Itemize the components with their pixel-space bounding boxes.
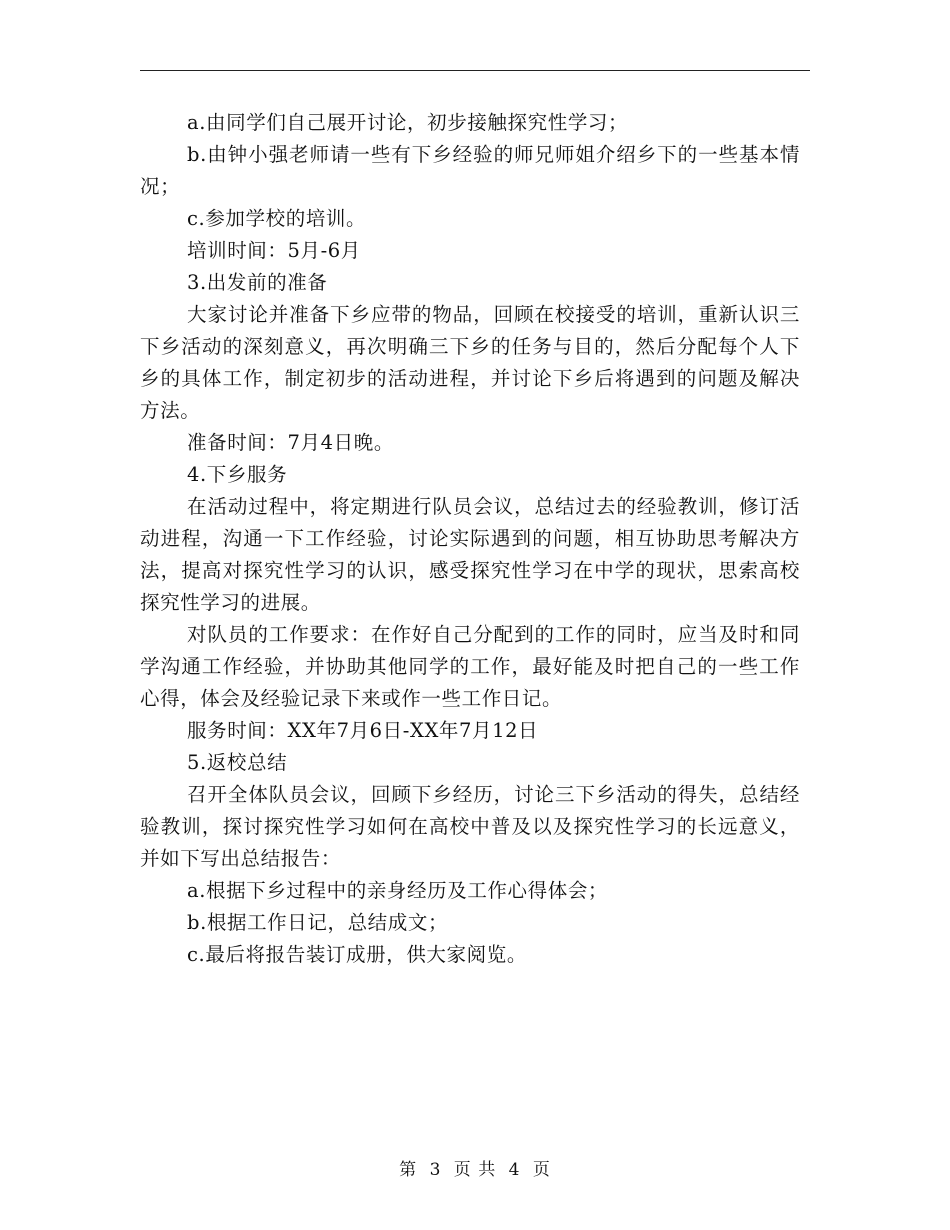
paragraph: 对队员的工作要求：在作好自己分配到的工作的同时，应当及时和同学沟通工作经验，并协助其他同学的工作，最好能及时把自己的一些工作心得，体会及经验记录下来或作一些工作日记。 xyxy=(140,623,800,710)
paragraph: b.根据工作日记，总结成文； xyxy=(187,911,449,934)
paragraph: c.最后将报告装订成册，供大家阅览。 xyxy=(187,943,527,966)
page-footer xyxy=(0,1155,950,1180)
header-rule xyxy=(140,70,810,71)
section-heading: 3.出发前的准备 xyxy=(187,271,328,294)
paragraph: c.参加学校的培训。 xyxy=(187,207,367,230)
paragraph: b.由钟小强老师请一些有下乡经验的师兄师姐介绍乡下的一些基本情况； xyxy=(140,143,800,198)
footer-prefix: 第 xyxy=(399,1160,418,1180)
current-page-number: 3 xyxy=(429,1160,442,1180)
paragraph: 培训时间：5月-6月 xyxy=(187,239,361,262)
paragraph: a.由同学们自己展开讨论，初步接触探究性学习； xyxy=(187,111,629,134)
paragraph: 大家讨论并准备下乡应带的物品，回顾在校接受的培训，重新认识三下乡活动的深刻意义，再次明确三下乡的任务与目的，然后分配每个人下乡的具体工作，制定初步的活动进程，并讨论下乡后将遇到的问题及解决方法。 xyxy=(140,303,800,422)
paragraph: 准备时间：7月4日晚。 xyxy=(187,431,394,454)
total-pages-number: 4 xyxy=(508,1160,521,1180)
footer-middle: 页 共 xyxy=(453,1160,497,1180)
paragraph: a.根据下乡过程中的亲身经历及工作心得体会； xyxy=(187,879,609,902)
footer-suffix: 页 xyxy=(532,1160,551,1180)
paragraph: 服务时间：XX年7月6日-XX年7月12日 xyxy=(187,719,539,742)
section-heading: 4.下乡服务 xyxy=(187,463,288,486)
paragraph: 在活动过程中，将定期进行队员会议，总结过去的经验教训，修订活动进程，沟通一下工作经验，讨论实际遇到的问题，相互协助思考解决方法，提高对探究性学习的认识，感受探究性学习在中学的现状，思索高校探究性学习的进展。 xyxy=(140,495,800,614)
document-body xyxy=(140,107,800,971)
paragraph: 召开全体队员会议，回顾下乡经历，讨论三下乡活动的得失，总结经验教训，探讨探究性学习如何在高校中普及以及探究性学习的长远意义，并如下写出总结报告： xyxy=(140,783,800,870)
section-heading: 5.返校总结 xyxy=(187,751,288,774)
